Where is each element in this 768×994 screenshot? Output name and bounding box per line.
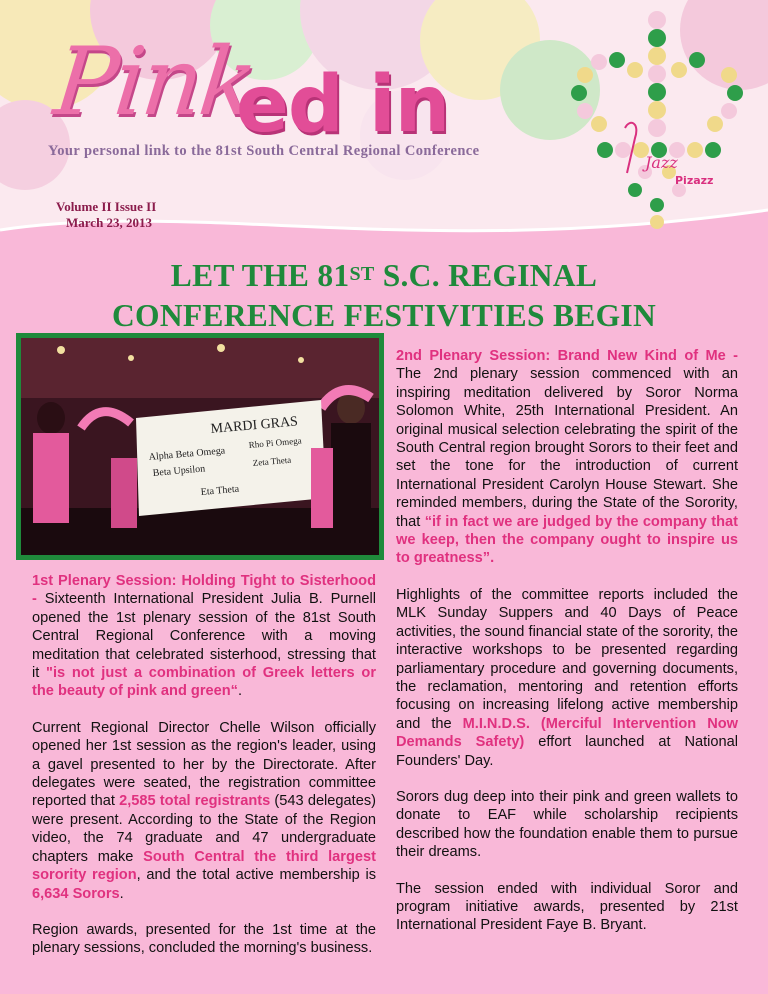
masthead-title-script: Pink [49,28,260,137]
issue-date: March 23, 2013 [66,215,153,230]
session-1-heading: 1st Plenary Session: Holding Tight to Sisterhood - [32,573,376,608]
banner-text-bottom: Eta Theta [200,483,240,498]
region-rank-highlight: South Central the third largest sorority region [32,848,376,884]
right-paragraph-2: Highlights of the committee reports included the MLK Sunday Suppers and 40 Days of Peace activities, the sound financial state of the sorority, the interactive workshops to be presented regarding parliamentary procedure and governing documents, the reclamation, mentoring and retention efforts focusing on increasing lifelong active membership and the M.I.N.D.S. (Merciful Intervention Now Demands Safety) effort launched at National Founders' Day. [396,586,738,769]
volume-label: Volume II Issue II [56,199,157,214]
masthead [0,0,768,250]
left-paragraph-2: Current Regional Director Chelle Wilson officially opened her 1st session as the region's leader, using a gavel presented to her by the Directorate. After delegates were seated, the registration committee reported that 2,585 total registrants (543 delegates) were present. According to the State of the Region video, the 74 graduate and 47 undergraduate chapters make South Central the third largest sorority region, and the total active membership is 6,634 Sorors. [32,719,377,902]
session-1-quote: "is not just a combination of Greek letters or the beauty of pink and green“ [32,665,376,700]
right-column [396,347,738,953]
fleur-de-lis-logo [555,0,760,240]
main-headline [0,256,768,336]
headline-line-2: CONFERENCE FESTIVITIES BEGIN [111,298,657,333]
left-paragraph-1: 1st Plenary Session: Holding Tight to Sisterhood - Sixteenth International President Julia B. Purnell opened the 1st plenary session of the 81st South Central Regional Conference with a moving meditation that celebrated sisterhood, stressing that it "is not just a combination of Greek letters or the beauty of pink and green“. [32,573,377,700]
banner-title: MARDI GRAS [210,414,299,437]
masthead-title-bold: ed in [236,60,450,150]
pizazz-logo-text: Jazz [645,153,678,172]
left-paragraph-3: Region awards, presented for the 1st time at the plenary sessions, concluded the morning's business. [32,921,376,957]
event-photo-illustration [21,338,379,555]
left-column [32,572,376,976]
banner-text-left-1: Alpha Beta Omega [148,445,226,463]
masthead-tagline: Your personal link to the 81st South Central Regional Conference [48,143,480,159]
registrants-highlight: 2,585 total registrants [119,793,271,810]
session-2-heading: 2nd Plenary Session: Brand New Kind of Me - [396,348,738,364]
membership-highlight: 6,634 Sorors [32,885,120,902]
right-paragraph-4: The session ended with individual Soror and program initiative awards, presented by 21st International President Faye B. Bryant. [396,880,738,934]
right-paragraph-3: Sorors dug deep into their pink and green wallets to donate to EAF while scholarship recipients described how the foundation enable them to pursue their dreams. [396,788,738,861]
pizazz-logo-subtext: Pizazz [675,174,714,187]
banner-text-right-2: Zeta Theta [252,454,292,468]
issue-info [56,199,156,231]
right-paragraph-1: 2nd Plenary Session: Brand New Kind of Me - The 2nd plenary session commenced with an inspiring meditation delivered by Soror Norma Solomon White, 25th International President. An original musical selection celebrating the spirit of the South Central region brought Sorors to their feet and set the tone for the introduction of current International President Carolyn House Stewart. She reminded members, during the State of the Sorority, that “if in fact we are judged by the company that we keep, then the company ought to inspire us to greatness”. [396,348,738,567]
event-photo [16,333,384,560]
session-2-quote: “if in fact we are judged by the company that we keep, then the company ought to inspire us to greatness”. [396,513,738,567]
banner-text-left-2: Beta Upsilon [152,463,206,479]
minds-highlight: M.I.N.D.S. (Merciful Intervention Now Demands Safety) [396,715,738,751]
banner-text-right-1: Rho Pi Omega [248,435,302,450]
headline-line-1: LET THE 81ST S.C. REGINAL [170,258,598,293]
